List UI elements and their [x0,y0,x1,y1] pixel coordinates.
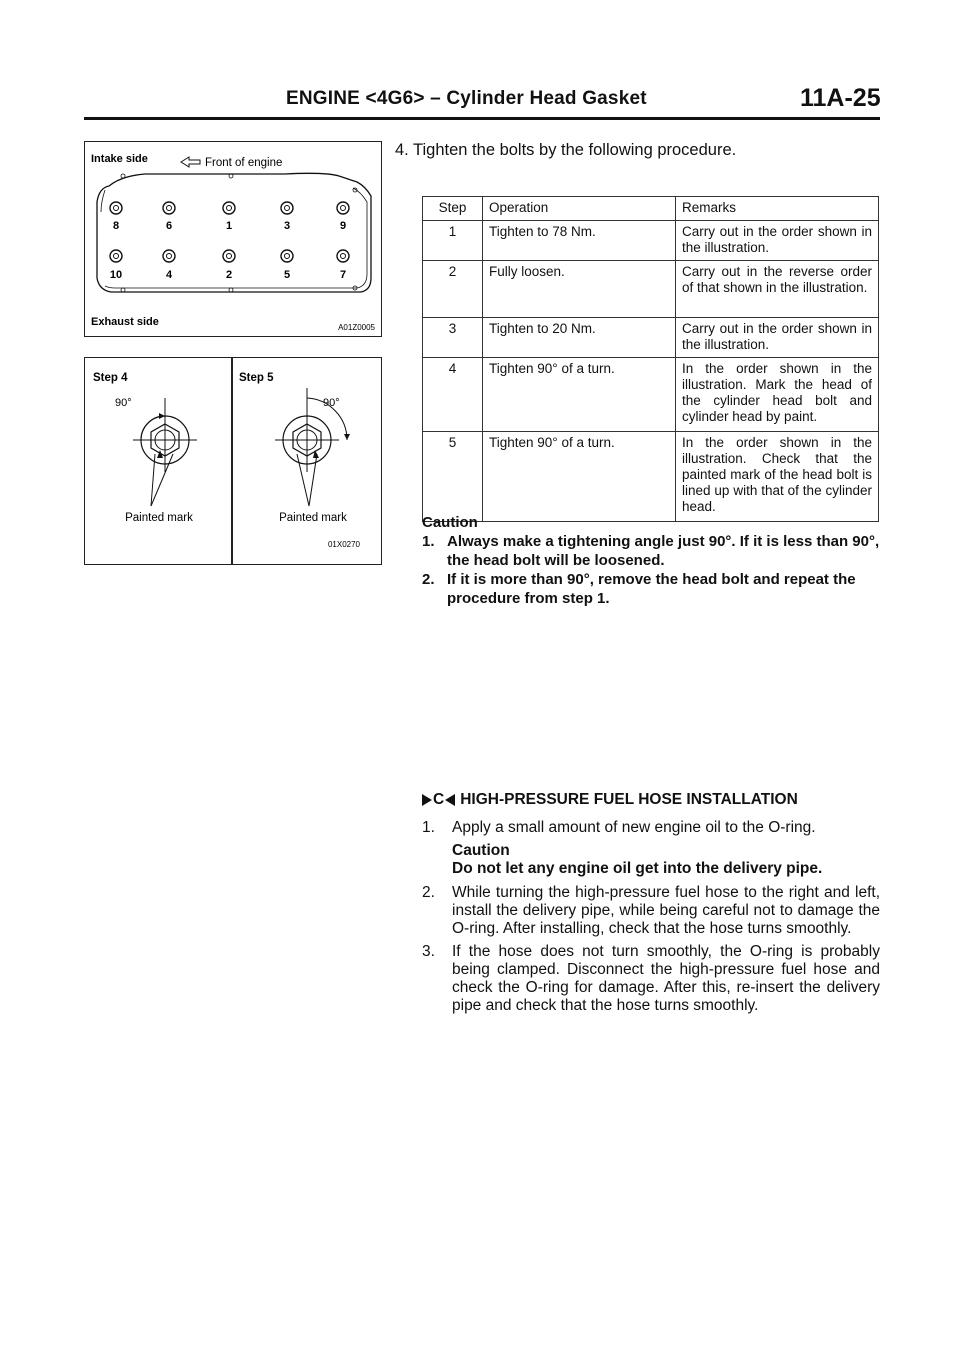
bolt-number: 1 [225,220,233,232]
col-operation: Operation [483,197,676,221]
procedure-item-number: 2. [422,884,435,901]
procedure-intro: 4. Tighten the bolts by the following procedure. [395,141,737,159]
bolt-head-icon [133,398,197,472]
table-row [423,432,879,522]
header-rule [84,117,880,120]
caution-list [422,532,880,608]
step-cell: 1 [423,221,483,261]
table-header-row [423,197,879,221]
sub-caution-title: Caution [452,842,510,859]
page-title: ENGINE <4G6> – Cylinder Head Gasket [286,88,647,109]
remarks-cell: Carry out in the order shown in the illustration. [676,221,879,261]
step5-angle: 90° [323,397,340,409]
bolt-icon [337,202,349,214]
procedure-item-number: 3. [422,943,435,960]
step4-painted-mark: Painted mark [125,512,193,524]
operation-cell: Tighten to 78 Nm. [483,221,676,261]
bolt-number: 3 [283,220,291,232]
bolt-number: 6 [165,220,173,232]
sub-caution [422,842,880,878]
cylinder-head-diagram [85,142,383,338]
procedure-item [422,819,880,837]
bolt-icon [223,202,235,214]
remarks-cell: In the order shown in the illustration. Mark the head of the cylinder head bolt and cylinder head by paint. [676,358,879,432]
bolt-row-top [110,202,349,214]
front-of-engine-label: Front of engine [205,157,283,169]
caution-title: Caution [422,514,478,531]
bolt-icon [281,202,293,214]
table-row [423,261,879,318]
step5-label: Step 5 [239,372,274,384]
operation-cell: Tighten 90° of a turn. [483,358,676,432]
remarks-cell: Carry out in the reverse order of that shown in the illustration. [676,261,879,318]
col-remarks: Remarks [676,197,879,221]
procedure-item-number: 1. [422,819,435,836]
step4-angle: 90° [115,397,132,409]
bolt-row-bottom [110,250,349,262]
tightening-angle-figure [84,357,382,565]
bolt-icon [337,250,349,262]
operation-cell: Tighten to 20 Nm. [483,318,676,358]
bolt-icon [223,250,235,262]
bolt-number: 2 [225,269,233,281]
right-triangle-icon [422,794,432,806]
step-cell: 2 [423,261,483,318]
section-heading [422,791,798,809]
bolt-number: 10 [109,269,123,281]
operation-cell: Fully loosen. [483,261,676,318]
procedure-item [422,884,880,938]
left-arrow-icon [181,157,200,167]
table-row [423,318,879,358]
caution-item-text: If it is more than 90°, remove the head bolt and repeat the procedure from step 1. [447,571,856,607]
bolt-number: 8 [112,220,120,232]
caution-item-text: Always make a tightening angle just 90°. If it is less than 90°, the head bolt will be loosened. [447,533,880,569]
caution-item-number: 1. [422,533,435,550]
caution-item-number: 2. [422,571,435,588]
bolt-number: 5 [283,269,291,281]
bolt-number: 4 [165,269,173,281]
bolt-icon [110,250,122,262]
bolt-number: 7 [339,269,347,281]
remarks-cell: Carry out in the order shown in the illustration. [676,318,879,358]
operation-cell: Tighten 90° of a turn. [483,432,676,522]
procedure-item [422,943,880,1015]
procedure-item-text: If the hose does not turn smoothly, the O-ring is probably being clamped. Disconnect the high-pressure fuel hose and check the O-ring for damage. After this, re-insert the delivery pipe and check that the hose turns smoothly. [452,943,880,1014]
bolt-icon [163,202,175,214]
procedure-item-text: Apply a small amount of new engine oil to the O-ring. [452,819,816,836]
bolt-icon [110,202,122,214]
bolt-icon [163,250,175,262]
table-row [423,221,879,261]
caution-item [422,570,880,608]
intake-side-label: Intake side [91,153,148,165]
caution-item [422,532,880,570]
figure-code: 01X0270 [327,540,360,549]
tightening-steps-table [422,196,879,522]
page-number: 11A-25 [800,84,881,112]
bolt-number: 9 [339,220,347,232]
remarks-cell: In the order shown in the illustration. Check that the painted mark of the head bolt is lined up with that of the cylinder head. [676,432,879,522]
col-step: Step [423,197,483,221]
sub-caution-text: Do not let any engine oil get into the delivery pipe. [452,860,823,877]
bolt-icon [281,250,293,262]
step5-painted-mark: Painted mark [279,512,347,524]
figure-code: A01Z0005 [338,323,375,332]
exhaust-side-label: Exhaust side [91,316,159,328]
angle-diagram [85,358,383,566]
section-marker: C [433,791,445,808]
step-cell: 4 [423,358,483,432]
procedure-item-text: While turning the high-pressure fuel hose to the right and left, install the delivery pipe, while being careful not to damage the O-ring. After installing, check that the hose turns smoothly. [452,884,880,937]
section-title: HIGH-PRESSURE FUEL HOSE INSTALLATION [460,791,798,808]
table-row [423,358,879,432]
step4-label: Step 4 [93,372,128,384]
installation-procedure [422,819,880,1020]
step-cell: 5 [423,432,483,522]
left-triangle-icon [445,794,455,806]
bolt-order-figure [84,141,382,337]
step-cell: 3 [423,318,483,358]
